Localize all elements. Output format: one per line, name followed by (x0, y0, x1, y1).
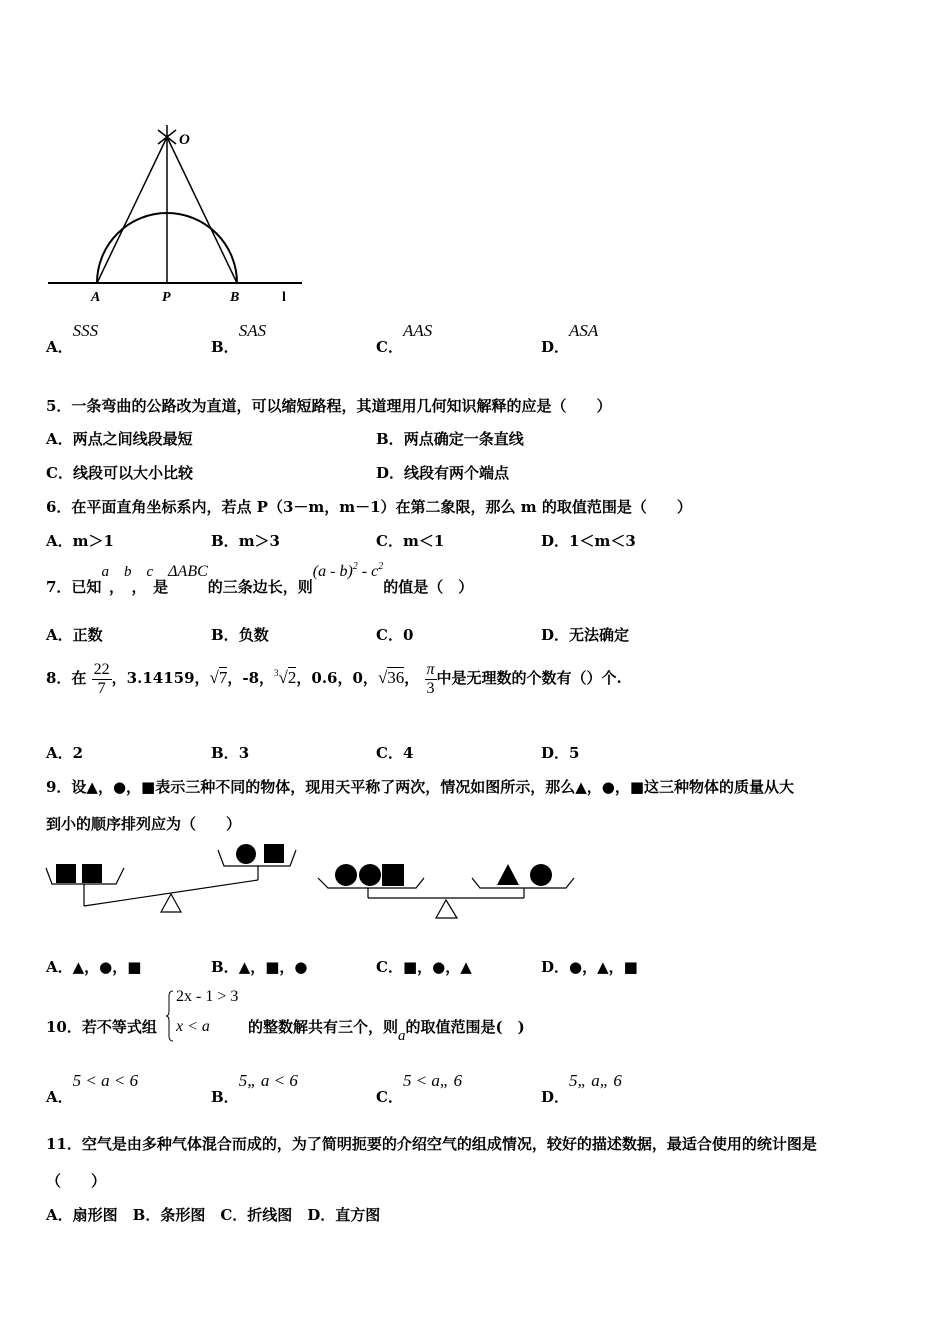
cbrt-2: $^3$√2 (274, 668, 297, 687)
q9-option-a: A．▲，●，■ (46, 958, 142, 976)
q7-option-c: C．0 (376, 626, 414, 644)
circle-icon (236, 844, 256, 864)
q10-option-b: B．5„ a < 6 (211, 1071, 298, 1106)
sqrt-36: √36 (377, 668, 405, 687)
sqrt-7: √7 (209, 668, 228, 687)
fraction-22-7: $\frac{22}{7}$ (93, 660, 110, 697)
label-b: B (230, 290, 240, 305)
label-p: P (162, 290, 171, 305)
q8-option-a: A．2 (46, 744, 84, 762)
square-icon (56, 864, 76, 883)
q11-stem-line2: （ ） (46, 1172, 107, 1190)
q10-prefix: 10．若不等式组 (46, 1018, 157, 1036)
q9-option-b: B．▲，■，● (211, 958, 308, 976)
q6-option-b: B．m＞3 (211, 532, 280, 550)
q11-stem-line1: 11．空气是由多种气体混合而成的，为了简明扼要的介绍空气的组成情况，较好的描述数据，最适合使用的统计图是 (46, 1135, 817, 1153)
q10-option-a: A．5 < a < 6 (46, 1071, 139, 1106)
square-icon (82, 864, 102, 883)
balance-scale-2 (316, 850, 578, 922)
q10-option-c: C．5 < a„ 6 (376, 1071, 463, 1106)
right-pan (218, 850, 296, 866)
q6-option-a: A．m＞1 (46, 532, 114, 550)
q4-option-a: A．SSS (46, 321, 99, 356)
q5-option-b: B．两点确定一条直线 (376, 430, 524, 448)
q10-option-d: D．5„ a„ 6 (541, 1071, 622, 1106)
q8-option-d: D．5 (541, 744, 580, 762)
q6-option-d: D．1＜m＜3 (541, 532, 636, 550)
fraction-pi-3: $\frac{\pi}{3}$ (426, 660, 435, 697)
label-a: A (91, 290, 101, 305)
circle-icon (530, 864, 552, 886)
q8-option-c: C．4 (376, 744, 414, 762)
q7-option-d: D．无法确定 (541, 626, 630, 644)
circle-icon (359, 864, 381, 886)
q9-option-c: C．■，●，▲ (376, 958, 472, 976)
q9-option-d: D．●，▲，■ (541, 958, 638, 976)
q5-option-a: A．两点之间线段最短 (46, 430, 193, 448)
segment-ob (167, 137, 237, 283)
q10-stem: 的整数解共有三个，则a的取值范围是( ) (248, 1018, 525, 1044)
fulcrum-triangle (161, 894, 181, 912)
q5-option-c: C．线段可以大小比较 (46, 464, 193, 482)
inequality-2: x < a (176, 1018, 210, 1035)
q9-stem-line1: 9．设▲，●，■表示三种不同的物体，现用天平称了两次，情况如图所示，那么▲，●，■这三种物体的质量从大 (46, 778, 795, 796)
q5-stem: 5．一条弯曲的公路改为直道，可以缩短路程，其道理用几何知识解释的应是（ ） (46, 397, 612, 415)
label-l: l (282, 290, 286, 305)
q8-stem: 8．在 $\frac{22}{7}$ ，3.14159，√7，-8，$^3$√2，0.6，0，√36， $\frac{\pi}{3}$ 中是无理数的个数有（）个. (46, 660, 622, 697)
q6-stem: 6．在平面直角坐标系内，若点 P（3－m，m－1）在第二象限，那么 m 的取值范围是（ ） (46, 498, 692, 516)
circle-icon (335, 864, 357, 886)
segment-oa (97, 137, 167, 283)
square-icon (264, 844, 284, 863)
q7-option-a: A．正数 (46, 626, 103, 644)
q4-option-d: D．ASA (541, 321, 599, 356)
q6-option-c: C．m＜1 (376, 532, 445, 550)
left-brace (166, 990, 174, 1042)
q9-stem-line2: 到小的顺序排列应为（ ） (46, 815, 242, 833)
right-pan (472, 878, 574, 888)
balance-scale-1 (44, 840, 304, 920)
triangle-icon (497, 864, 519, 885)
q11-options: A．扇形图 B．条形图 C．折线图 D．直方图 (46, 1206, 381, 1224)
label-o: O (179, 132, 190, 148)
geometry-figure (44, 125, 314, 310)
q4-option-c: C．AAS (376, 321, 433, 356)
fulcrum-triangle (436, 900, 457, 918)
q7-option-b: B．负数 (211, 626, 269, 644)
q4-option-b: B．SAS (211, 321, 267, 356)
inequality-1: 2x - 1 > 3 (176, 988, 239, 1005)
inequality-system (166, 988, 246, 1044)
q7-stem: 7．已知a，b，c是ΔABC的三条边长，则$(a - b)^2 - c^2$的值是（ ） (46, 561, 474, 596)
q5-option-d: D．线段有两个端点 (376, 464, 510, 482)
q8-option-b: B．3 (211, 744, 250, 762)
square-icon (382, 864, 404, 886)
